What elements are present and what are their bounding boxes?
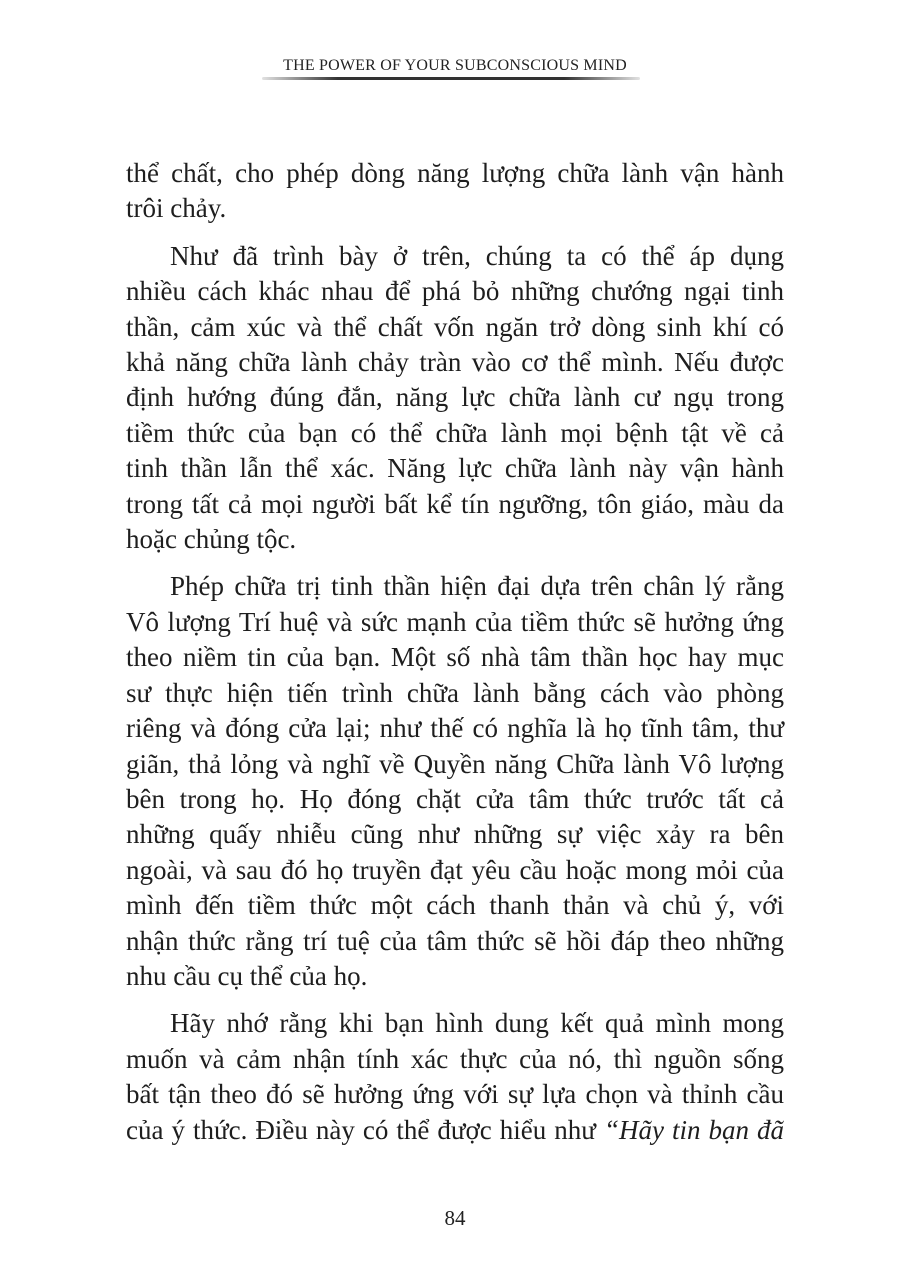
- paragraph-2: [126, 239, 784, 558]
- text-line: trôi chảy.: [126, 193, 227, 224]
- text-line: mình đến tiềm thức một cách thanh thản và chủ ý, với: [126, 890, 784, 921]
- text-run-plain: của ý thức. Điều này có thể được hiểu như: [126, 1114, 604, 1145]
- text-line: theo niềm tin của bạn. Một số nhà tâm thần học hay mục: [126, 642, 784, 673]
- text-line: thể chất, cho phép dòng năng lượng chữa lành vận hành: [126, 158, 784, 188]
- page-number: 84: [444, 1206, 466, 1230]
- text-line: giãn, thả lỏng và nghĩ về Quyền năng Chữa lành Vô lượng: [126, 748, 784, 779]
- text-line: muốn và cảm nhận tính xác thực của nó, thì nguồn sống: [126, 1043, 784, 1074]
- text-line: Như đã trình bày ở trên, chúng ta có thể áp dụng: [170, 240, 784, 271]
- text-line: Vô lượng Trí huệ và sức mạnh của tiềm thức sẽ hưởng ứng: [126, 606, 784, 637]
- paragraph-4: [126, 1006, 784, 1148]
- text-line: bất tận theo đó sẽ hưởng ứng với sự lựa chọn và thỉnh cầu: [126, 1079, 784, 1110]
- body-text: [126, 156, 784, 1160]
- text-line: Hãy nhớ rằng khi bạn hình dung kết quả mình mong: [170, 1008, 784, 1039]
- text-line: nhu cầu cụ thể của họ.: [126, 960, 368, 991]
- paragraph-1: [126, 156, 784, 227]
- text-line: nhiều cách khác nhau để phá bỏ những chướng ngại tinh: [126, 276, 784, 307]
- text-line: định hướng đúng đắn, năng lực chữa lành cư ngụ trong: [126, 382, 784, 413]
- text-line: bên trong họ. Họ đóng chặt cửa tâm thức trước tất cả: [126, 783, 784, 814]
- paragraph-3: [126, 569, 784, 994]
- text-line: khả năng chữa lành chảy tràn vào cơ thể mình. Nếu được: [126, 347, 784, 378]
- text-run-italic: “Hãy tin bạn đã: [603, 1114, 784, 1145]
- text-line: hoặc chủng tộc.: [126, 524, 297, 555]
- text-line: thần, cảm xúc và thể chất vốn ngăn trở dòng sinh khí có: [126, 311, 784, 342]
- page-header: [0, 55, 910, 77]
- running-title: THE POWER OF YOUR SUBCONSCIOUS MIND: [283, 57, 627, 74]
- text-line: tinh thần lẫn thể xác. Năng lực chữa lành này vận hành: [126, 453, 784, 484]
- header-rule: [262, 77, 640, 80]
- text-line-final: [126, 1113, 784, 1148]
- text-line: ngoài, và sau đó họ truyền đạt yêu cầu hoặc mong mỏi của: [126, 854, 784, 885]
- text-line: tiềm thức của bạn có thể chữa lành mọi bệnh tật về cả: [126, 417, 784, 448]
- text-line: sư thực hiện tiến trình chữa lành bằng cách vào phòng: [126, 677, 784, 708]
- text-line: Phép chữa trị tinh thần hiện đại dựa trên chân lý rằng: [170, 571, 784, 602]
- text-line: nhận thức rằng trí tuệ của tâm thức sẽ hồi đáp theo những: [126, 925, 784, 956]
- text-line: riêng và đóng cửa lại; như thế có nghĩa là họ tĩnh tâm, thư: [126, 713, 784, 744]
- text-line: trong tất cả mọi người bất kể tín ngưỡng, tôn giáo, màu da: [126, 488, 784, 519]
- text-line: những quấy nhiễu cũng như những sự việc xảy ra bên: [126, 819, 784, 850]
